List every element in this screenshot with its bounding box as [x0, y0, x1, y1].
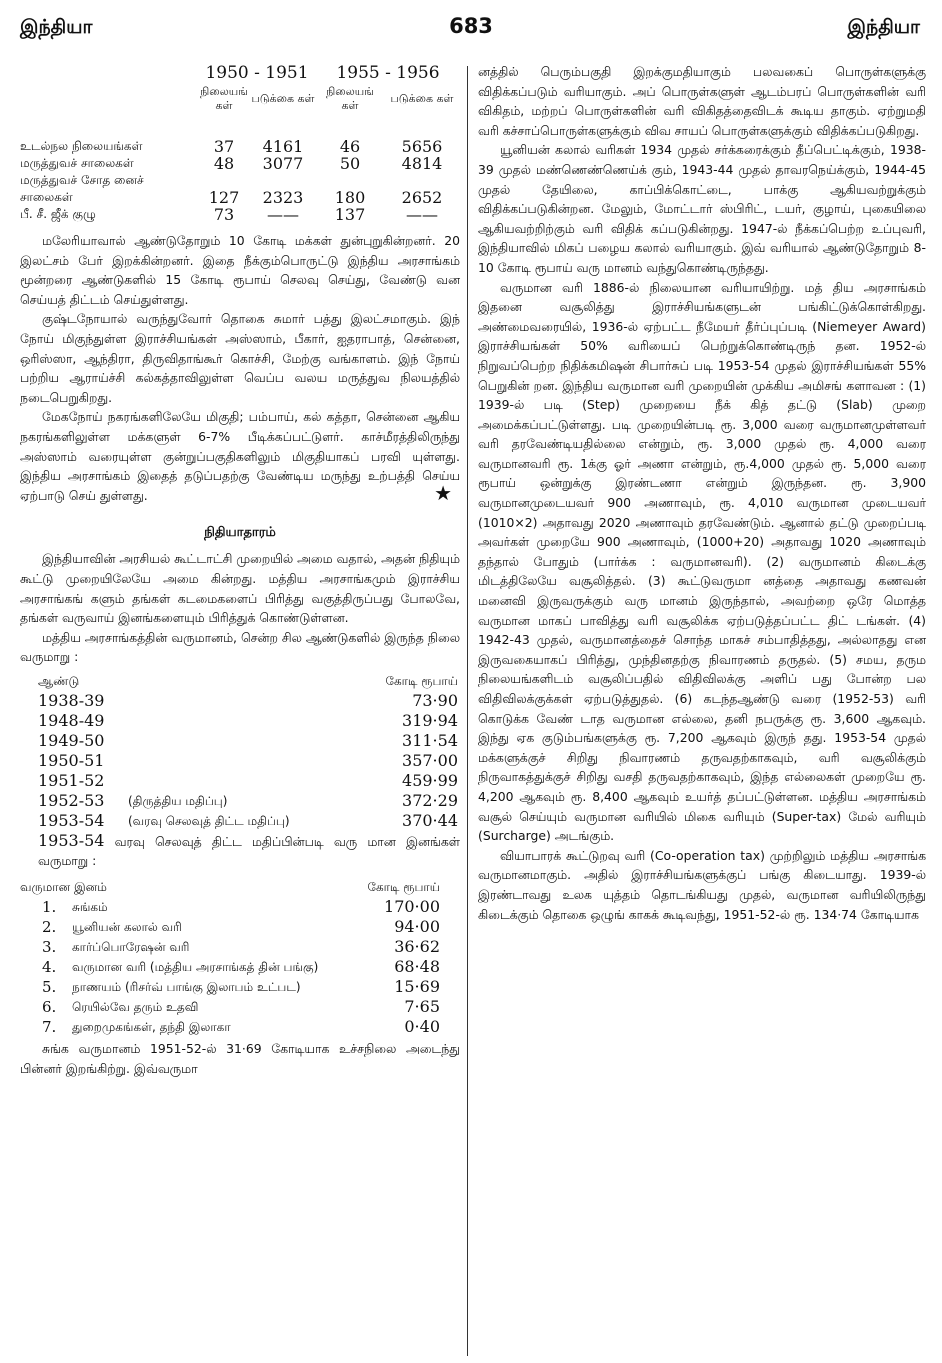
- sub-header: படுக்கை கள்: [251, 92, 315, 105]
- item-name: துறைமுகங்கள், தந்தி இலாகா: [72, 1020, 231, 1035]
- cell: 48: [213, 154, 235, 173]
- cell: 37: [213, 137, 235, 156]
- table-row: [20, 957, 440, 977]
- table-row: [20, 1017, 440, 1037]
- item-name: சுங்கம்: [72, 900, 108, 915]
- cell: 127: [208, 188, 240, 207]
- table-row: [20, 155, 460, 172]
- value-cell: 459·99: [402, 770, 458, 790]
- column-header: கோடி ரூபாய்: [385, 673, 458, 688]
- value-cell: 73·90: [412, 690, 458, 710]
- value-cell: 357·00: [402, 750, 458, 770]
- paragraph: மலேரியாவால் ஆண்டுதோறும் 10 கோடி மக்கள் துன்புறுகின்றனர். 20 இலட்சம் பேர் இறக்கின்றனர். இதை நீக்கும்பொருட்டு இந்திய அரசாங்கம் மூன்றரை ஆண்டுகளில் 15 கோடி ரூபாய் செலவு செய்து, வேண்டு வன செய்யத் திட்டம் செய்துள்ளது.: [20, 233, 460, 307]
- cell: 180: [334, 188, 366, 207]
- value-cell: 370·44: [402, 810, 458, 830]
- value-cell: 311·54: [402, 730, 458, 750]
- cell: ——: [406, 205, 438, 224]
- note-cell: [128, 771, 358, 791]
- paragraph: சுங்க வருமானம் 1951-52-ல் 31·69 கோடியாக உச்சநிலை அடைந்து பின்னர் இறங்கிற்று. இவ்வருமா: [20, 1041, 460, 1076]
- year-cell: 1949-50: [38, 730, 105, 750]
- cell: ——: [267, 205, 299, 224]
- row-label: மருத்துவச் சாலைகள்: [20, 156, 134, 170]
- running-head-right: இந்தியா: [847, 16, 920, 38]
- table-row: [38, 691, 458, 711]
- year-cell: 1950-51: [38, 750, 105, 770]
- cell: 73: [213, 205, 235, 224]
- cell: 46: [339, 137, 361, 156]
- value-cell: 372·29: [402, 790, 458, 810]
- year-cell: 1938-39: [38, 690, 105, 710]
- cell: 4161: [262, 137, 304, 156]
- row-label: பீ. சீ. ஜீக் குழு: [20, 207, 96, 221]
- paragraph: வியாபாரக் கூட்டுறவு வரி (Co-operation tax) முற்றிலும் மத்திய அரசாங்க வருமானமாகும். அதில் இராச்சியங்களுக்குப் பங்கு கிடையாது. 1939-ல் இரண்டாவது உலக யுத்தம் தொடங்கியது முதல், வருமான வரியிலிருந்து கிடைக்கும் தொகை ஒழுங் காகக் கூடிவந்து, 1951-52-ல் ரூ. 134·74 கோடியாக: [478, 847, 926, 922]
- table-row: [20, 977, 440, 997]
- table-row: [38, 711, 458, 731]
- sub-header: நிலையங் கள்: [326, 85, 374, 112]
- year-heading-1: 1950 - 1951: [205, 63, 309, 83]
- row-label: உடல்நல நிலையங்கள்: [20, 139, 143, 153]
- cell: 2323: [262, 188, 304, 207]
- table-row: [38, 791, 458, 811]
- cell: 4814: [401, 154, 443, 173]
- paragraph: யூனியன் கலால் வரிகள் 1934 முதல் சர்க்கரைக்கும் தீப்பெட்டிக்கும், 1938-39 முதல் மண்ணெண்ணெய்க் கும், 1943-44 முதல் தாவரநெய்க்கும், 1944-45 முதல் தேயிலை, காப்பிக்கொட்டை, பாக்கு ஆகியவற்றுக்கும் விதிக்கப்படுகின்றன. மேலும், மோட்டார் ஸ்பிரிட், டயர், குழாய், புகையிலை ஆகியவற்றிற்கும் வரி விதிக் கப்படுகின்றது. 1947-ல் நீக்கப்பெற்ற உப்புவரி, இந்தியாவில் மிகப் பழைய கலால் வரியாகும். இவ் வரியால் ஆண்டுதோறும் 8-10 கோடி ரூபாய் வரு மானம் வந்துகொண்டிருந்தது.: [478, 142, 926, 275]
- value-cell: 94·00: [394, 917, 440, 937]
- item-number: 2.: [42, 918, 57, 937]
- item-number: 3.: [42, 938, 57, 957]
- column-header: வருமான இனம்: [20, 880, 107, 895]
- item-number: 1.: [42, 898, 57, 917]
- right-column: [478, 62, 926, 924]
- note-cell: [128, 751, 358, 771]
- sub-header: நிலையங் கள்: [200, 85, 248, 112]
- paragraph: வருமான வரி 1886-ல் நிலையான வரியாயிற்று. மத் திய அரசாங்கம் இதனை வசூலித்து இராச்சியங்களுடன் பங்கிட்டுக்கொள்கிறது. அண்மைவரையில், 1936-ல் ஏற்பட்ட நீமேயர் தீர்ப்புப்படி (Niemeyer Award) இராச்சியங்கள் 50% வரியைப் பெற்றுக்கொண்டிருந் தன. 1952-ல் நிறுவப்பெற்ற நிதிக்கமிஷன் சிபார்சுப் படி 1953-54 முதல் இராச்சியங்கள் 55% பெறுகின் றன. இந்திய வருமான வரி முறையின் முக்கிய அமிசங் களாவன : (1) 1939-ல் படி (Step) முறையை நீக் கித் தட்டு (Slab) முறை அமைக்கப்பட்டுள்ளது. படி முறையின்படி ரூ. 3,000 வரை வருமானமுள்ளவர் வரி தரவேண்டியதில்லை என்றும், ரூ. 3,000 முதல் ரூ. 4,000 வரை வருமானவரி ரூ. 1க்கு ஓர் அணா என்றும், ரூ.4,000 முதல் ரூ. 5,000 வரை ரூபாய் ஒன்றுக்கு இரண்டணா என்றும் இருந்தன. ரூ. 3,900 வருமானமுடையவர் 900 அணாவும், ரூ. 4,010 வருமான முடையவர் (1010×2) அதாவது 2020 அணாவும் தரவேண்டும். ஆனால் தட்டு முறைப்படி அவர்கள் முறையே 900 அணாவும், (1000+20) அதாவது 1020 அணாவும் தந்தால் போதும் (பார்க்க : வருமானவரி). (2) வருமானம் கிடைக்கு மிடத்திலேயே வசூலித்தல். (3) கூட்டுவருமா னத்தை அதாவது கணவன் மனைவி இருவருக்கும் வரு மானம் இருந்தால், அவற்றை ஒரே மொத்த வருமான மாகப் பாவித்து வரி வசூலிக்க ஏற்படுத்தப்பட்ட திட் டங்கள். (4) 1942-43 முதல், வருமானத்தைச் சொந்த மாகச் சம்பாதித்தது, அல்லாதது என இருவகையாகப் பிரித்து, முந்தினதற்கு நிவாரணம் தருதல். (5) சமய, தரும நிலையங்களிடம் வசூலிப்பதில் விதிவிலக்கு அளிப் பது போன்ற பல விதிவிலக்குக்கள் ஏற்படுத்துதல். (6) கடந்தஆண்டு வரை (1952-53) வரி கொடுக்க வேண் டாத வருமான எல்லை, தனி நபருக்கு ரூ. 3,600 ஆகவும். இந்து ஏக குடும்பங்களுக்கு ரூ. 7,200 ஆகவும் இருந் தது. 1953-54 முதல் மக்களுக்குச் சிறிது நிவாரணம் தருவதற்காகவும், வரி வசூலிக்கும் நிருவாகத்துக்குச் சிறிது வசதி தருவதற்காகவும், இந்த எல்லைகள் முறையே ரூ. 4,200 ஆகவும் ரூ. 8,400 ஆகவும் உயர்த் தப்பட்டுள்ளன. மத்திய அரசாங்கம் வசூல் செய்யும் வருமான வரியில் மிகை வரியும் (Super-tax) மேல் வரியும் (Surcharge) அடங்கும்.: [478, 279, 926, 844]
- item-number: 5.: [42, 978, 57, 997]
- value-cell: 319·94: [402, 710, 458, 730]
- paragraph: குஷ்டநோயால் வருந்துவோர் தொகை சுமார் பத்து இலட்சமாகும். இந் நோய் மிகுந்துள்ள இராச்சியங்கள் அஸ்ஸாம், பீகார், ஐதராபாத், சென்னை, ஒரிஸ்ஸா, ஆந்திரா, திருவிதாங்கூர் கொச்சி, மேற்கு வங்காளம். இந் நோய் பற்றிய ஆராய்ச்சி கல்கத்தாவிலுள்ள வெப்ப வலய மருத்துவ நிலயத்தில் நடைபெறுகிறது.: [20, 311, 460, 405]
- value-cell: 15·69: [394, 977, 440, 997]
- item-name: வருமான வரி (மத்திய அரசாங்கத் தின் பங்கு): [72, 960, 319, 975]
- table-row: [38, 771, 458, 791]
- value-cell: 36·62: [394, 937, 440, 957]
- cell: 2652: [401, 188, 443, 207]
- column-header: கோடி ரூபாய்: [367, 880, 440, 895]
- table-row: [20, 937, 440, 957]
- page-number: 683: [449, 14, 493, 38]
- year-cell: 1952-53: [38, 790, 105, 810]
- table-row: [38, 731, 458, 751]
- star-icon: ★: [434, 481, 452, 506]
- value-cell: 7·65: [404, 997, 440, 1017]
- item-number: 6.: [42, 998, 57, 1017]
- note-cell: (திருத்திய மதிப்பு): [128, 793, 228, 808]
- note-cell: [128, 691, 358, 711]
- page-header: [0, 10, 942, 50]
- value-cell: 68·48: [394, 957, 440, 977]
- table-row: [20, 897, 440, 917]
- paragraph-text: வரவு செலவுத் திட்ட மதிப்பின்படி வரு மான இனங்கள் வருமாறு :: [38, 833, 460, 869]
- running-head-left: இந்தியா: [20, 16, 93, 38]
- row-label: மருத்துவச் சோத னைச் சாலைகள்: [20, 173, 144, 204]
- note-cell: [128, 711, 358, 731]
- column-divider: [467, 66, 468, 1356]
- paragraph: [38, 831, 460, 871]
- value-cell: 170·00: [384, 897, 440, 917]
- paragraph: னத்தில் பெரும்பகுதி இறக்குமதியாகும் பலவகைப் பொருள்களுக்கு விதிக்கப்படும் வரியாகும். அப் பொருள்களுள் ஆடம்பரப் பொருள்களின் வரி விகிதம், மற்றப் பொருள்களின் வரி விகிதத்தைவிடக் கூடிய தாகும். ஏற்றுமதி வரி கச்சாப்பொருள்களுக்கும் விவ சாயப் பொருள்களுக்கும் விதிக்கப்படுகிறது.: [478, 64, 926, 138]
- table-row: [20, 917, 440, 937]
- year-cell: 1953-54: [38, 810, 105, 830]
- year-heading-2: 1955 - 1956: [336, 63, 440, 83]
- table-row: [38, 751, 458, 771]
- hospital-table: [20, 62, 460, 223]
- paragraph: மேகநோய் நகரங்களிலேயே மிகுதி; பம்பாய், கல் கத்தா, சென்னை ஆகிய நகரங்களிலுள்ள மக்களுள் 6-7% பீடிக்கப்பட்டுளர். காச்மீரத்திலிருந்து அஸ்ஸாம் வரையுள்ள குன்றுப்பகுதிகளிலும் மிகுதியாகப் பரவி யுள்ளது. இந்திய அரசாங்கம் இதைத் தடுப்பதற்கு வேண்டிய மருந்து உற்பத்தி செய்ய ஏற்பாடு செய் துள்ளது.: [20, 409, 460, 503]
- paragraph: மத்திய அரசாங்கத்தின் வருமானம், சென்ற சில ஆண்டுகளில் இருந்த நிலை வருமாறு :: [20, 629, 460, 665]
- note-cell: (வரவு செலவுத் திட்ட மதிப்பு): [128, 813, 290, 828]
- note-cell: [128, 731, 358, 751]
- item-number: 4.: [42, 958, 57, 977]
- table-row: [20, 138, 460, 155]
- item-number: 7.: [42, 1018, 57, 1037]
- item-name: ரெயில்வே தரும் உதவி: [72, 1000, 199, 1015]
- column-header: ஆண்டு: [38, 673, 80, 688]
- year-cell: 1948-49: [38, 710, 105, 730]
- section-title: நிதியாதாரம்: [204, 525, 276, 541]
- left-column: [20, 62, 460, 1078]
- table-row: [20, 206, 460, 223]
- item-name: யூனியன் கலால் வரி: [72, 920, 182, 935]
- cell: 3077: [262, 154, 304, 173]
- item-name: நாணயம் (ரிசர்வ் பாங்கு இலாபம் உட்பட): [72, 980, 301, 995]
- cell: 50: [339, 154, 361, 173]
- cell: 5656: [401, 137, 443, 156]
- year-cell: 1951-52: [38, 770, 105, 790]
- table-row: [20, 172, 460, 206]
- table-row: [38, 811, 458, 831]
- revenue-items-table: [20, 877, 440, 1037]
- cell: 137: [334, 205, 366, 224]
- item-name: கார்ப்பொரேஷன் வரி: [72, 940, 190, 955]
- revenue-table: [38, 671, 458, 831]
- table-row: [20, 997, 440, 1017]
- paragraph: இந்தியாவின் அரசியல் கூட்டாட்சி முறையில் அமை வதால், அதன் நிதியும் கூட்டு முறையிலேயே அமை கின்றது. மத்திய அரசாங்கமும் இராச்சிய அரசாங்கங் களும் தங்கள் கடமைகளைப் பிரித்து வகுத்திருப்பது போலவே, தங்கள் வருவாய் இனங்களையும் பிரித்துக் கொண்டுள்ளன.: [20, 551, 460, 626]
- value-cell: 0·40: [404, 1017, 440, 1037]
- year-cell: 1953-54: [38, 830, 105, 850]
- sub-header: படுக்கை கள்: [390, 92, 454, 105]
